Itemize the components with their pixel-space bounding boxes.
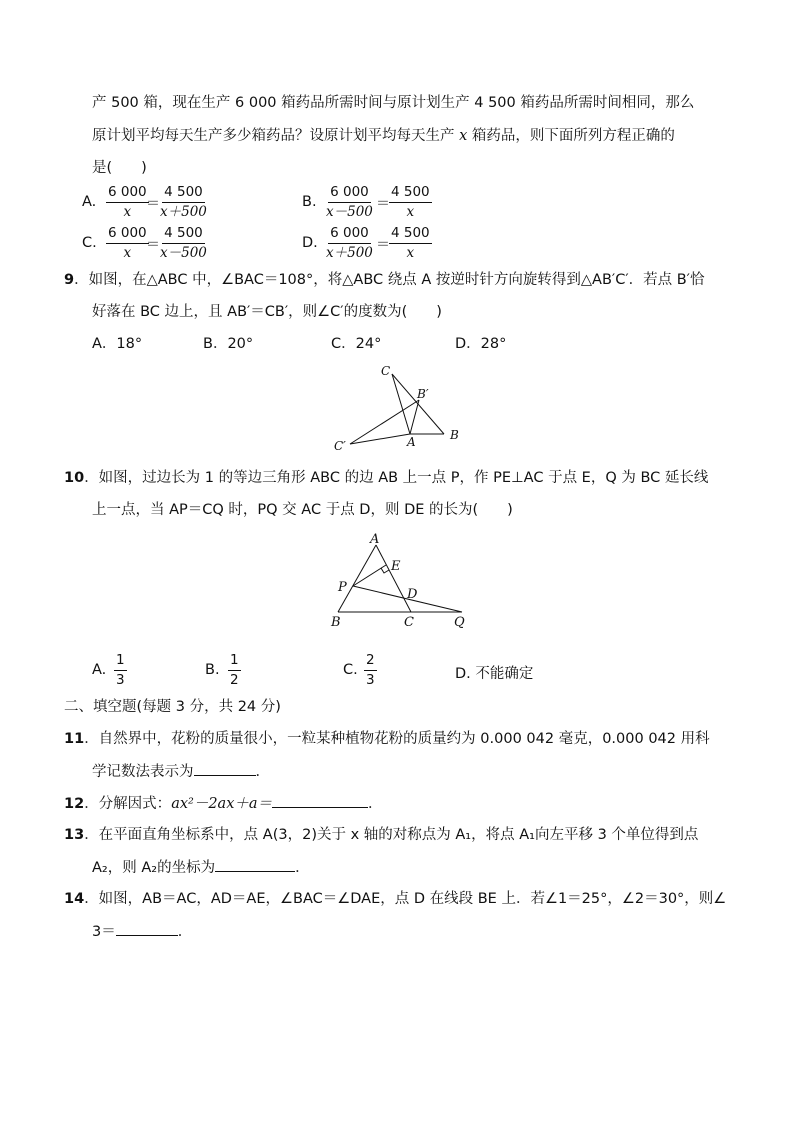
q8-line2 — [92, 126, 675, 146]
label-b: B — [331, 615, 341, 630]
fraction-denominator: x — [123, 204, 132, 220]
q8-line3: 是( ) — [92, 160, 147, 176]
q13-number: 13 — [64, 827, 85, 843]
q10-triangle-figure — [328, 532, 473, 632]
label-e: E — [391, 559, 401, 574]
q8-option-c-right-fraction — [160, 225, 207, 262]
segment-cprime-a — [350, 434, 410, 444]
q10-option-d[interactable] — [455, 662, 533, 683]
label-c: C — [381, 364, 391, 378]
segment-a-c — [376, 545, 411, 612]
q8-option-c-label[interactable]: C. — [82, 235, 97, 251]
label-cprime: C′ — [334, 439, 346, 453]
q14-end: ． — [177, 924, 193, 940]
q8-line2-end: 箱药品，则下面所列方程正确的 — [471, 128, 675, 144]
q14-line1 — [64, 889, 726, 909]
q10-number: 10 — [64, 470, 85, 486]
q9-line1 — [64, 270, 704, 290]
q11-answer-blank[interactable] — [194, 761, 256, 776]
q9-option-d[interactable]: D．28° — [455, 336, 507, 352]
segment-a-c — [392, 374, 410, 434]
q13-text: ．在平面直角坐标系中，点 A(3，2)关于 x 轴的对称点为 A₁，将点 A₁向左平移 3 个单位得到点 — [84, 827, 699, 843]
label-a: A — [370, 532, 380, 547]
q12-number: 12 — [64, 796, 85, 812]
q8-line1: 产 500 箱，现在生产 6 000 箱药品所需时间与原计划生产 4 500 箱药品所需时间相同，那么 — [92, 95, 695, 111]
q8-option-c-left-fraction — [106, 225, 149, 262]
q10-option-a-label[interactable]: A. — [92, 662, 107, 678]
fraction-numerator: 6 000 — [328, 225, 371, 244]
fraction-numerator: 4 500 — [389, 184, 432, 203]
fraction-denominator: 3 — [366, 672, 375, 688]
q8-variable-x: x — [459, 128, 468, 144]
section-heading-fill-blank: 二、填空题(每题 3 分，共 24 分) — [64, 699, 281, 715]
q8-option-b-left-fraction — [326, 184, 373, 221]
q14-text-2: 3＝ — [92, 924, 116, 940]
fraction-denominator: x — [406, 245, 415, 261]
q9-text: ．如图，在△ABC 中，∠BAC＝108°，将△ABC 绕点 A 按逆时针方向旋转得到△AB′C′．若点 B′恰 — [74, 272, 705, 288]
q8-line2-text: 原计划平均每天生产多少箱药品？设原计划平均每天生产 — [92, 128, 455, 144]
fraction-denominator: x＋500 — [326, 245, 373, 261]
fraction-numerator: 4 500 — [389, 225, 432, 244]
label-q: Q — [454, 615, 465, 630]
q10-option-a-fraction — [114, 652, 127, 689]
q9-line2: 好落在 BC 边上，且 AB′＝CB′，则∠C′的度数为( ) — [92, 304, 442, 320]
q9-option-c[interactable]: C．24° — [331, 336, 382, 352]
q12-answer-blank[interactable] — [272, 793, 368, 808]
q13-line2 — [92, 857, 310, 878]
q10-text: ．如图，过边长为 1 的等边三角形 ABC 的边 AB 上一点 P，作 PE⊥AC 于点 E，Q 为 BC 延长线 — [84, 470, 709, 486]
q13-line1 — [64, 825, 698, 845]
q11-line1 — [64, 729, 710, 749]
q14-line2 — [92, 921, 192, 942]
q8-option-d-left-fraction — [326, 225, 373, 262]
fraction-denominator: x－500 — [160, 245, 207, 261]
equals-sign: ＝ — [376, 196, 390, 212]
q12-end: ． — [368, 796, 383, 812]
q9-option-b[interactable]: B．20° — [203, 336, 254, 352]
segment-b-a — [338, 545, 376, 612]
equals-sign: ＝ — [376, 237, 390, 253]
label-p: P — [338, 580, 347, 595]
q10-line1 — [64, 468, 708, 488]
q12-expression: ax²－2ax＋a＝ — [171, 796, 273, 812]
q11-end: ． — [255, 764, 270, 780]
q14-number: 14 — [64, 891, 85, 907]
q14-text: ．如图，AB＝AC，AD＝AE，∠BAC＝∠DAE，点 D 在线段 BE 上．若∠1＝25°，∠2＝30°，则∠ — [84, 891, 727, 907]
q13-text-2: A₂，则 A₂的坐标为 — [92, 860, 216, 876]
label-d: D — [407, 587, 418, 602]
label-c: C — [404, 615, 414, 630]
q9-option-a[interactable]: A．18° — [92, 336, 143, 352]
q8-option-a-right-fraction — [160, 184, 207, 221]
fraction-denominator: x — [123, 245, 132, 261]
fraction-numerator: 1 — [228, 652, 241, 671]
fraction-numerator: 2 — [364, 652, 377, 671]
fraction-numerator: 1 — [114, 652, 127, 671]
fraction-denominator: 3 — [116, 672, 125, 688]
q8-option-b-label[interactable]: B. — [302, 194, 317, 210]
fraction-numerator: 6 000 — [106, 225, 149, 244]
q13-end: ． — [295, 860, 310, 876]
right-angle-mark — [381, 568, 389, 573]
q14-answer-blank[interactable] — [116, 921, 178, 936]
q8-option-d-right-fraction — [389, 225, 432, 262]
fraction-denominator: 2 — [230, 672, 239, 688]
fraction-numerator: 6 000 — [106, 184, 149, 203]
q11-number: 11 — [64, 731, 85, 747]
q9-triangle-figure — [330, 360, 470, 460]
label-b: B — [450, 428, 459, 442]
equals-sign: ＝ — [146, 237, 160, 253]
q10-option-d-label: D. — [455, 666, 471, 682]
q11-line2 — [92, 761, 270, 782]
q8-option-b-right-fraction — [389, 184, 432, 221]
fraction-numerator: 4 500 — [162, 184, 205, 203]
q10-option-c-fraction — [364, 652, 377, 689]
q10-line2: 上一点，当 AP＝CQ 时，PQ 交 AC 于点 D，则 DE 的长为( ) — [92, 502, 513, 518]
q12-line — [64, 793, 383, 814]
q12-text: ．分解因式： — [84, 796, 172, 812]
q10-option-b-label[interactable]: B. — [205, 662, 220, 678]
label-bprime: B′ — [417, 387, 429, 401]
fraction-denominator: x — [406, 204, 415, 220]
q10-option-b-fraction — [228, 652, 241, 689]
q13-answer-blank[interactable] — [215, 857, 295, 872]
fraction-numerator: 4 500 — [162, 225, 205, 244]
q11-text-2: 学记数法表示为 — [92, 764, 194, 780]
equals-sign: ＝ — [146, 196, 160, 212]
q10-option-c-label[interactable]: C. — [343, 662, 358, 678]
q11-text: ．自然界中，花粉的质量很小，一粒某种植物花粉的质量约为 0.000 042 毫克，0.000 042 用科 — [84, 731, 710, 747]
q10-option-d-text: 不能确定 — [475, 666, 534, 682]
q9-number: 9 — [64, 272, 75, 288]
label-a: A — [407, 435, 416, 449]
q8-option-d-label[interactable]: D. — [302, 235, 318, 251]
fraction-numerator: 6 000 — [328, 184, 371, 203]
fraction-denominator: x－500 — [326, 204, 373, 220]
q8-option-a-label[interactable]: A. — [82, 194, 97, 210]
q8-option-a-left-fraction — [106, 184, 149, 221]
fraction-denominator: x＋500 — [160, 204, 207, 220]
